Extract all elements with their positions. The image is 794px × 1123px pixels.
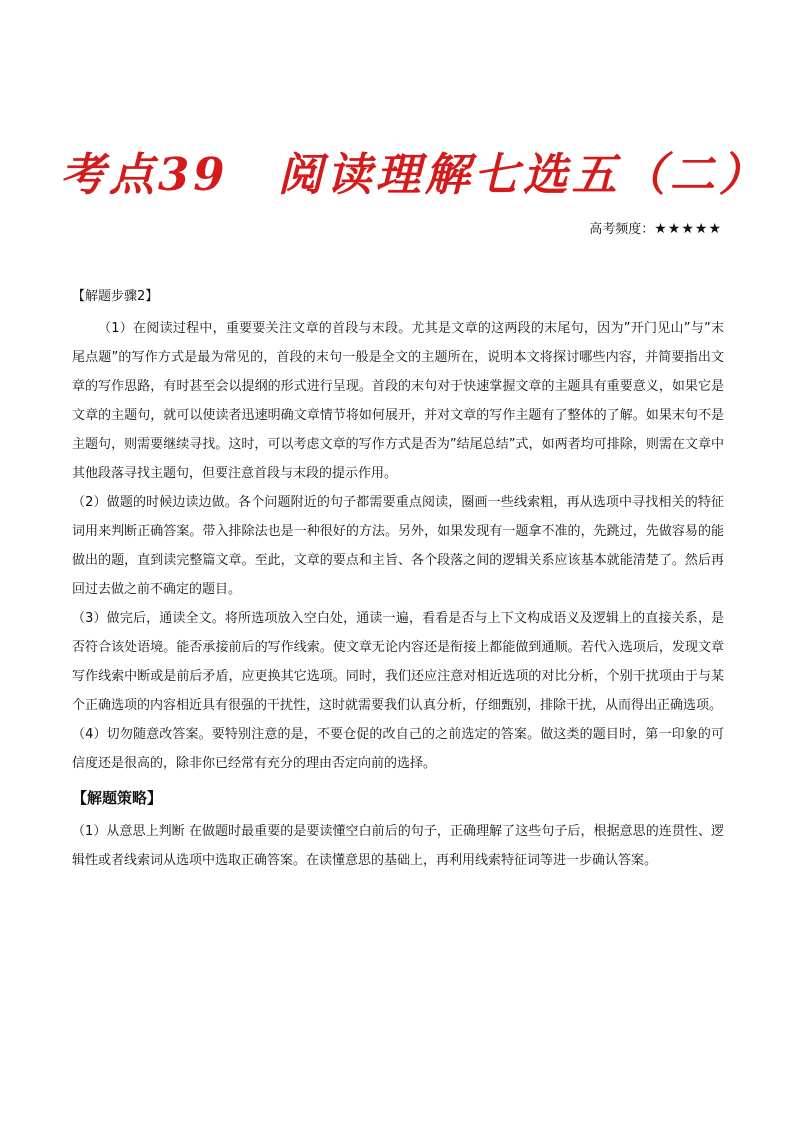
steps-paragraph: （4）切勿随意改答案。要特别注意的是，不要仓促的改自己的之前选定的答案。做这类的题目时，第一印象的可信度还是很高的，除非你已经常有充分的理由否定向前的选择。 [72,727,724,771]
frequency-label: 高考频度： [589,222,655,237]
steps-paragraph: （2）做题的时候边读边做。各个问题附近的句子都需要重点阅读，圈画一些线索粗，再从选项中寻找相关的特征词用来判断正确答案。带入排除法也是一种很好的方法。另外，如果发现有一题拿不准的，先跳过，先做容易的能做出的题，直到读完整篇文章。至此，文章的要点和主旨、各个段落之间的逻辑关系应该基本就能清楚了。然后再回过去做之前不确定的题目。 [72,495,724,597]
strategy-heading: 【解题策略】 [72,789,163,807]
frequency-stars: ★★★★★ [654,221,722,237]
strategy-paragraph: （1）从意思上判断 在做题时最重要的是要读懂空白前后的句子，正确理解了这些句子后，根据意思的连贯性、逻辑性或者线索词从选项中选取正确答案。在读懂意思的基础上，再利用线索特征词等进一步确认答案。 [72,824,724,868]
exam-frequency [589,218,722,237]
page-title: 考点39 阅读理解七选五（二） [60,148,768,201]
document-body [72,282,724,875]
steps-paragraph: （3）做完后，通读全文。将所选项放入空白处，通读一遍，看看是否与上下文构成语义及逻辑上的直接关系，是否符合该处语境。能否承接前后的写作线索。使文章无论内容还是衔接上都能做到通顺。若代入选项后，发现文章写作线索中断或是前后矛盾，应更换其它选项。同时，我们还应注意对相近选项的对比分析，个别干扰项由于与某个正确选项的内容相近具有很强的干扰性，这时就需要我们认真分析，仔细甄别，排除干扰，从而得出正确选项。 [72,611,724,713]
steps-heading: 【解题步骤2】 [72,289,159,304]
steps-paragraph: （1）在阅读过程中，重要要关注文章的首段与末段。尤其是文章的这两段的末尾句，因为”开门见山”与”末尾点题”的写作方式是最为常见的，首段的末句一般是全文的主题所在，说明本文将探讨哪些内容，并简要指出文章的写作思路，有时甚至会以提纲的形式进行呈现。首段的末句对于快速掌握文章的主题具有重要意义，如果它是文章的主题句，就可以使读者迅速明确文章情节将如何展开，并对文章的写作主题有了整体的了解。如果末句不是主题句，则需要继续寻找。这时，可以考虑文章的写作方式是否为”结尾总结”式，如两者均可排除，则需在文章中其他段落寻找主题句，但要注意首段与末段的提示作用。 [72,321,724,481]
